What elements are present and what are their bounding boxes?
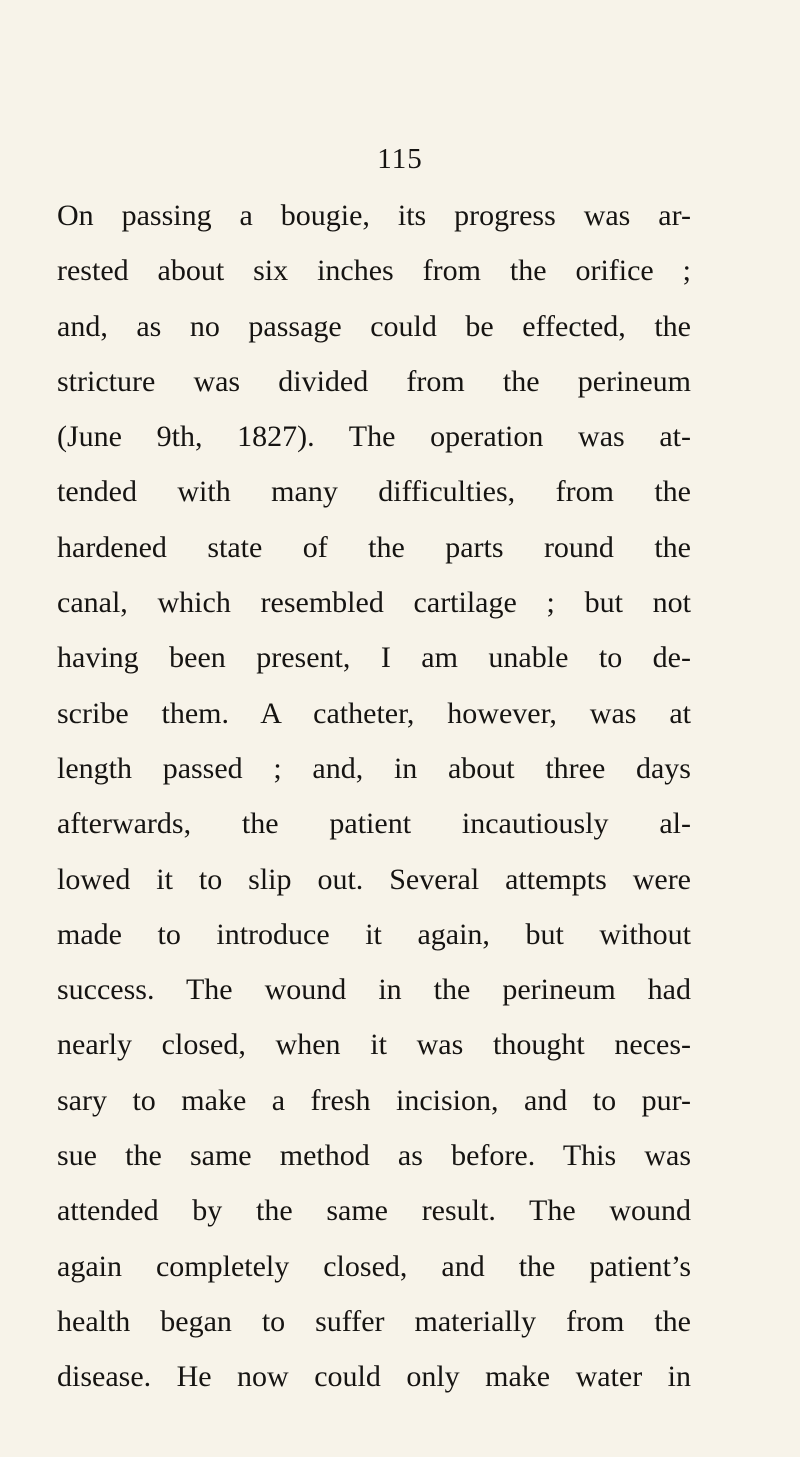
body-text [57, 188, 691, 1405]
page-number: 115 [377, 143, 423, 175]
text-line: lowed it to slip out. Several attempts were [57, 862, 691, 896]
text-line: rested about six inches from the orifice ; [57, 254, 691, 288]
text-line: stricture was divided from the perineum [57, 364, 691, 398]
text-line: tended with many difficulties, from the [57, 475, 691, 509]
text-line: nearly closed, when it was thought neces- [57, 1028, 691, 1062]
text-line: canal, which resembled cartilage ; but not [57, 586, 691, 620]
text-line: afterwards, the patient incautiously al- [57, 807, 691, 841]
text-line: disease. He now could only make water in [57, 1360, 691, 1394]
text-line: and, as no passage could be effected, the [57, 309, 691, 343]
text-line: hardened state of the parts round the [57, 530, 691, 564]
text-line: health began to suffer materially from the [57, 1304, 691, 1338]
text-line: success. The wound in the perineum had [57, 973, 691, 1007]
text-line: made to introduce it again, but without [57, 917, 691, 951]
text-line: again completely closed, and the patient’s [57, 1249, 691, 1283]
text-line: attended by the same result. The wound [57, 1194, 691, 1228]
text-line: sary to make a fresh incision, and to pur- [57, 1083, 691, 1117]
text-line: (June 9th, 1827). The operation was at- [57, 420, 691, 454]
text-line: sue the same method as before. This was [57, 1139, 691, 1173]
text-line: scribe them. A catheter, however, was at [57, 696, 691, 730]
text-line: On passing a bougie, its progress was ar- [57, 199, 691, 232]
text-line: having been present, I am unable to de- [57, 641, 691, 675]
text-line: length passed ; and, in about three days [57, 751, 691, 785]
